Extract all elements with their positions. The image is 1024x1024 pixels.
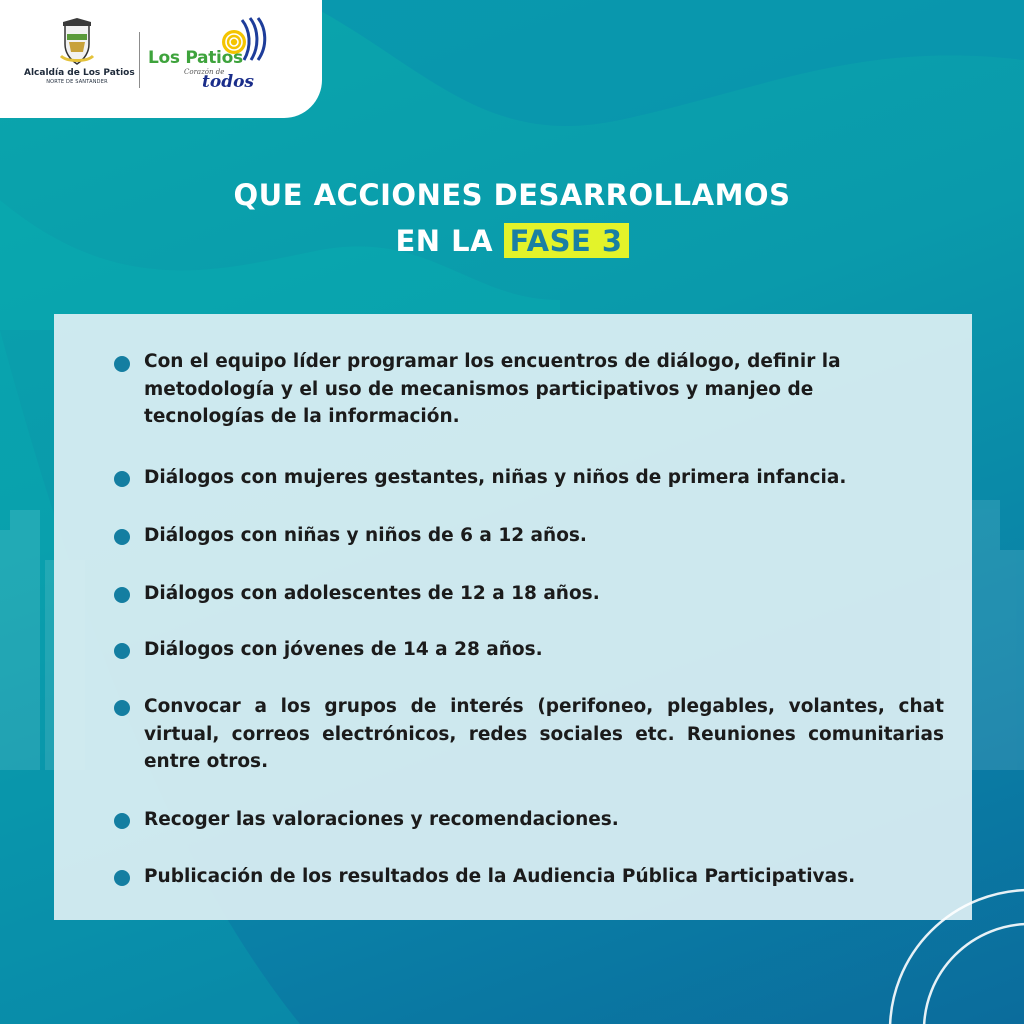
list-item: Diálogos con jóvenes de 14 a 28 años. [144, 639, 543, 660]
actions-panel [54, 314, 972, 920]
brand-script: todos [202, 72, 254, 92]
brand-main: Los Patios [148, 48, 243, 68]
bullet-icon [114, 870, 130, 886]
bullet-icon [114, 471, 130, 487]
crest-icon [57, 18, 97, 66]
title-line-2 [0, 218, 1024, 264]
list-item: Recoger las valoraciones y recomendaciones. [144, 809, 619, 830]
list-item: Diálogos con adolescentes de 12 a 18 años. [144, 583, 600, 604]
list-item: Con el equipo líder programar los encuentros de diálogo, definir la metodología y el uso de mecanismos participativos y manjeo de tecnologías de la información. [144, 351, 841, 427]
bullet-icon [114, 587, 130, 603]
title-prefix: EN LA [395, 224, 494, 258]
list-item: Diálogos con mujeres gestantes, niñas y niños de primera infancia. [144, 467, 847, 488]
brand-sub: Corazón de [184, 68, 225, 76]
alcaldia-logo [24, 18, 135, 98]
logo-divider [139, 32, 140, 88]
bullet-icon [114, 529, 130, 545]
alcaldia-region: NORTE DE SANTANDER [46, 79, 108, 85]
header-logo-card [0, 0, 322, 118]
title-line-1: QUE ACCIONES DESARROLLAMOS [233, 178, 791, 212]
list-item: Publicación de los resultados de la Audiencia Pública Participativas. [144, 866, 856, 887]
bullet-icon [114, 813, 130, 829]
bullet-icon [114, 643, 130, 659]
bullet-icon [114, 356, 130, 372]
bullet-icon [114, 700, 130, 716]
title-highlight: FASE 3 [504, 223, 629, 258]
page-title [0, 172, 1024, 264]
los-patios-logo [148, 16, 272, 98]
list-item: Diálogos con niñas y niños de 6 a 12 años. [144, 525, 587, 546]
list-item: Convocar a los grupos de interés (perifoneo, plegables, volantes, chat virtual, correos electrónicos, redes sociales etc. Reuniones comunitarias entre otros. [144, 696, 944, 772]
decorative-circles [880, 880, 1024, 1024]
alcaldia-name: Alcaldía de Los Patios [24, 68, 135, 78]
